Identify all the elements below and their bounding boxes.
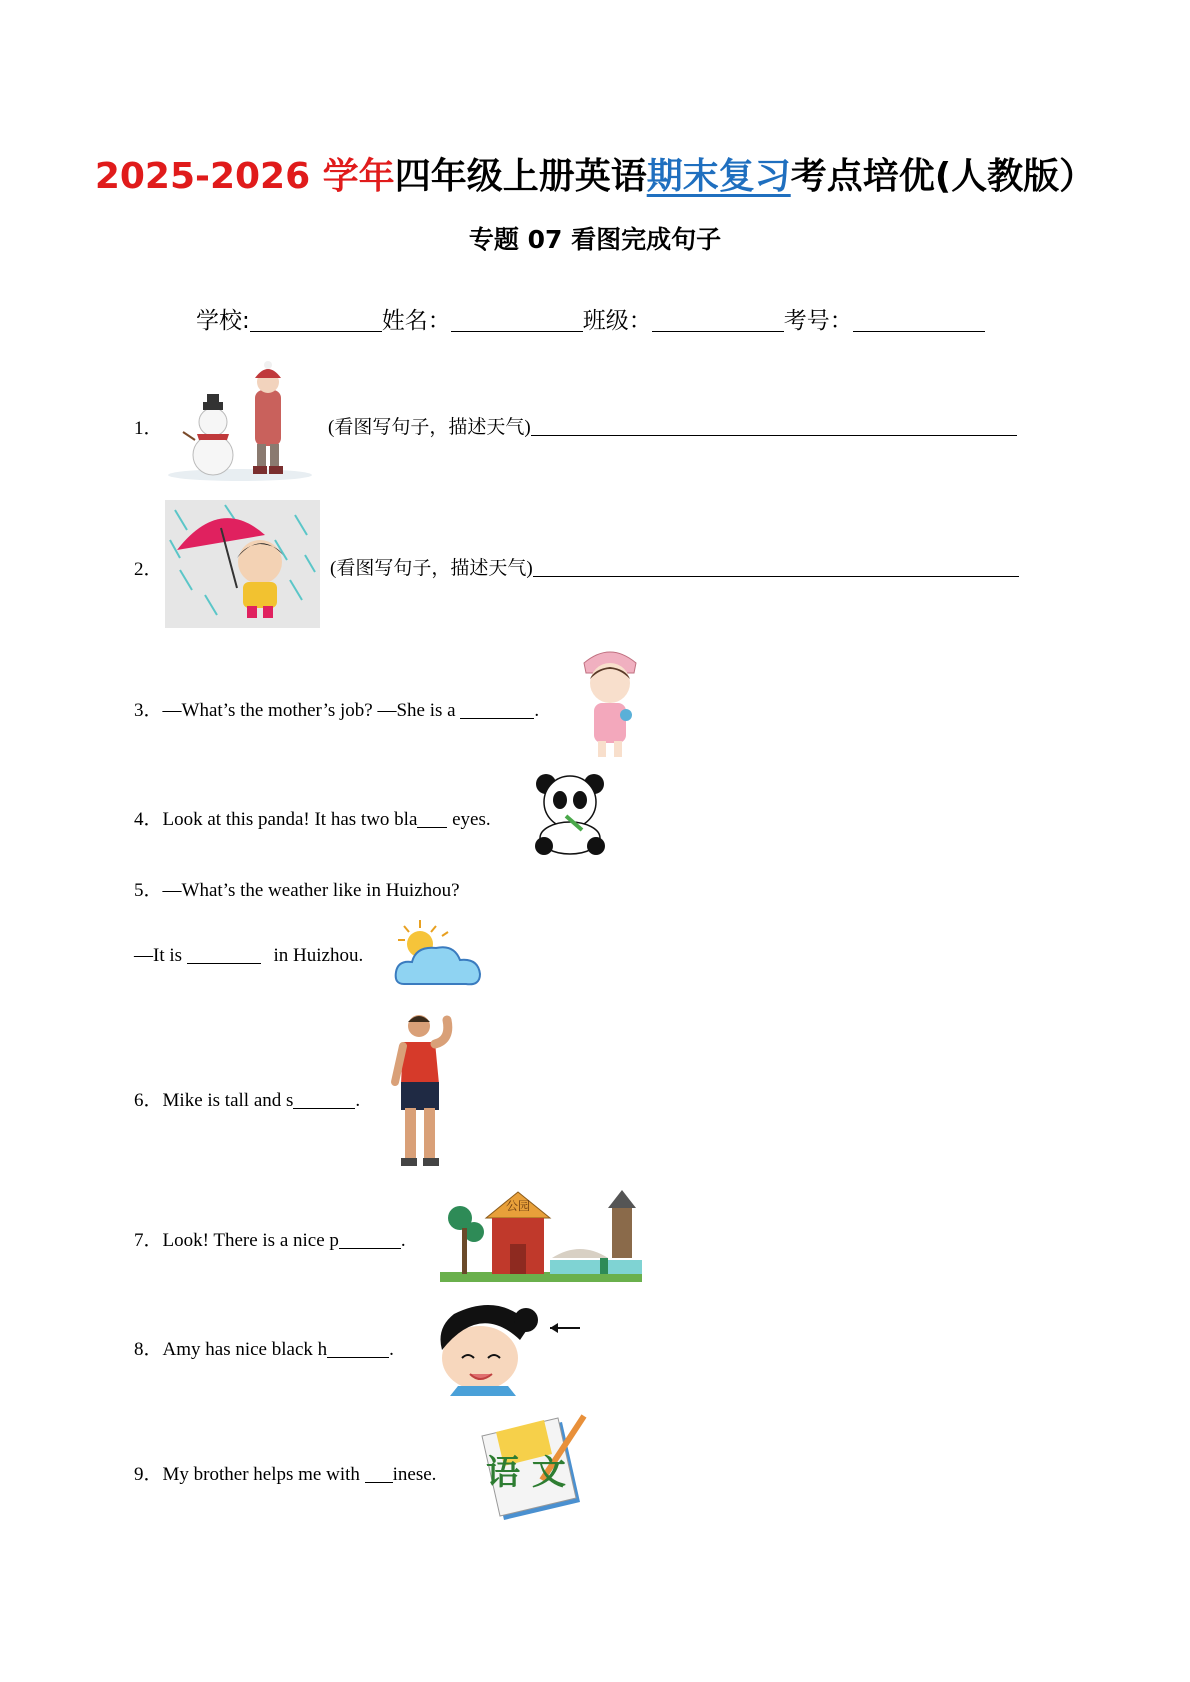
question-3 — [134, 695, 539, 722]
cloudy-sun-illustration — [394, 918, 482, 990]
question-text-end: in Huizhou. — [268, 945, 364, 966]
strong-man-illustration — [385, 1012, 465, 1174]
question-text: Mike is tall and s — [162, 1090, 294, 1111]
question-text-end: . — [534, 700, 540, 721]
question-number: 1． — [134, 418, 163, 439]
question-number: 7． — [134, 1230, 163, 1251]
answer-blank-4[interactable] — [417, 809, 447, 828]
question-text: Amy has nice black h — [162, 1339, 328, 1360]
question-text-end: eyes. — [447, 809, 491, 830]
question-text: —What’s the weather like in Huizhou? — [162, 880, 460, 901]
question-2-prompt — [330, 553, 1019, 580]
question-1-prompt — [328, 412, 1017, 439]
question-5 — [134, 875, 460, 902]
question-text: My brother helps me with — [162, 1464, 365, 1485]
page-subtitle: 专题 07 看图完成句子 — [468, 225, 722, 254]
question-number: 8． — [134, 1339, 163, 1360]
question-text-end: inese. — [392, 1464, 437, 1485]
question-text-end: . — [400, 1230, 406, 1251]
school-field[interactable] — [250, 309, 382, 332]
answer-line-1[interactable] — [531, 417, 1017, 436]
question-text: —What’s the mother’s job? —She is a — [162, 700, 461, 721]
title-review: 期末复习 — [646, 156, 791, 197]
question-7 — [134, 1225, 406, 1252]
name-field[interactable] — [451, 309, 583, 332]
school-label: 学校: — [196, 308, 250, 334]
answer-line-2[interactable] — [533, 558, 1019, 577]
answer-blank-9[interactable] — [365, 1464, 393, 1483]
question-number: 5． — [134, 880, 163, 901]
question-1 — [134, 413, 163, 440]
question-text: Look! There is a nice p — [162, 1230, 339, 1251]
nurse-illustration — [578, 645, 642, 763]
question-number: 4． — [134, 809, 163, 830]
park-illustration — [440, 1188, 642, 1282]
title-rest: 考点培优(人教版） — [790, 156, 1096, 197]
snowman-kid-illustration — [165, 360, 315, 482]
umbrella-rain-illustration — [165, 500, 320, 628]
question-text: —It is — [134, 945, 187, 966]
question-number: 6． — [134, 1090, 163, 1111]
question-text-end: . — [355, 1090, 361, 1111]
exam-no-field[interactable] — [853, 309, 985, 332]
chinese-book-illustration — [472, 1410, 596, 1528]
answer-blank-3[interactable] — [460, 700, 534, 719]
book-title: 语 文 — [486, 1453, 566, 1493]
exam-no-label: 考号： — [783, 308, 853, 334]
panda-illustration — [530, 770, 610, 856]
question-5-answer — [134, 945, 363, 967]
question-9 — [134, 1459, 436, 1486]
question-text: (看图写句子，描述天气) — [330, 558, 533, 579]
name-label: 姓名： — [381, 308, 451, 334]
class-label: 班级： — [582, 308, 652, 334]
answer-blank-8[interactable] — [327, 1339, 389, 1358]
question-number: 2． — [134, 559, 163, 580]
question-number: 3． — [134, 700, 163, 721]
girl-hair-illustration — [430, 1300, 590, 1402]
question-text: (看图写句子，描述天气) — [328, 417, 531, 438]
question-8 — [134, 1334, 394, 1361]
question-number: 9． — [134, 1464, 163, 1485]
question-4 — [134, 804, 491, 831]
answer-blank-6[interactable] — [293, 1090, 355, 1109]
title-year: 2025-2026 学年 — [94, 156, 395, 197]
title-grade: 四年级上册英语 — [394, 156, 647, 197]
question-6 — [134, 1085, 360, 1112]
question-text: Look at this panda! It has two bla — [162, 809, 418, 830]
question-text-end: . — [389, 1339, 394, 1360]
class-field[interactable] — [652, 309, 784, 332]
page-title — [0, 148, 1190, 199]
question-2 — [134, 554, 163, 581]
answer-blank-7[interactable] — [339, 1230, 401, 1249]
park-sign: 公园 — [505, 1199, 531, 1213]
answer-blank-5[interactable] — [187, 945, 261, 964]
student-info-line — [196, 302, 985, 335]
